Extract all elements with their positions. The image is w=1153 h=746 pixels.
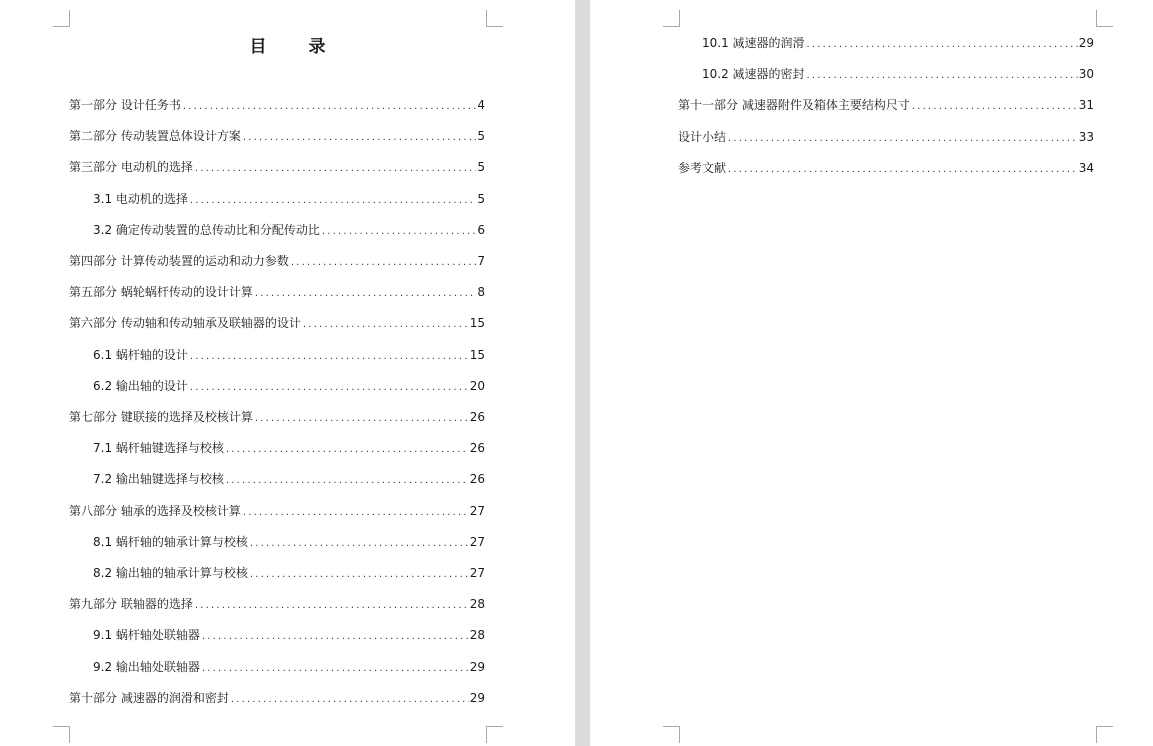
toc-dot-leader — [728, 162, 1078, 178]
toc-entry-title: 6.1 蜗杆轴的设计 — [93, 347, 188, 362]
toc-page-number: 5 — [477, 129, 485, 144]
toc-entry-title: 8.2 输出轴的轴承计算与校核 — [93, 566, 248, 580]
crop-mark — [53, 10, 70, 27]
toc-dot-leader — [190, 193, 476, 209]
toc-dot-leader — [195, 598, 469, 614]
document-page-left — [0, 0, 575, 746]
toc-entry[interactable] — [702, 35, 1094, 53]
document-page-right — [590, 0, 1153, 746]
toc-entry-title: 10.1 减速器的润滑 — [702, 36, 805, 50]
crop-mark — [1096, 10, 1113, 27]
toc-dot-leader — [226, 473, 469, 489]
toc-entry[interactable] — [678, 129, 1094, 147]
crop-mark — [663, 10, 680, 27]
toc-dot-leader — [190, 349, 469, 365]
toc-dot-leader — [255, 286, 477, 302]
crop-mark — [1096, 726, 1113, 743]
toc-dot-leader — [303, 317, 469, 333]
toc-entry[interactable] — [93, 534, 485, 552]
toc-entry-title: 10.2 减速器的密封 — [702, 67, 805, 82]
toc-page-number: 28 — [469, 597, 485, 612]
toc-page-number: 20 — [469, 378, 485, 393]
toc-entry[interactable] — [93, 565, 485, 583]
toc-page-number: 29 — [469, 690, 485, 705]
toc-dot-leader — [291, 255, 477, 271]
toc-entry-title: 参考文献 — [678, 160, 727, 175]
toc-page-number: 26 — [469, 410, 485, 424]
toc-dot-leader — [243, 130, 477, 146]
toc-entry-title: 第十部分 减速器的润滑和密封 — [69, 690, 229, 705]
toc-page-number: 4 — [477, 98, 485, 112]
toc-entry[interactable] — [69, 128, 485, 146]
toc-dot-leader — [226, 442, 469, 458]
toc-page-number: 26 — [469, 472, 485, 487]
toc-entry-title: 第三部分 电动机的选择 — [69, 160, 193, 175]
toc-page-number: 26 — [469, 441, 485, 456]
toc-dot-leader — [243, 505, 469, 521]
toc-entry-title: 第八部分 轴承的选择及校核计算 — [69, 503, 241, 518]
toc-entry-title: 第一部分 设计任务书 — [69, 98, 181, 112]
toc-entry[interactable] — [69, 159, 485, 177]
toc-page-number: 5 — [477, 191, 485, 206]
toc-page-number: 6 — [477, 222, 485, 237]
toc-entry[interactable] — [93, 471, 485, 489]
toc-entry-title: 6.2 输出轴的设计 — [93, 378, 188, 393]
toc-title: 目 录 — [249, 37, 344, 57]
toc-page-number: 5 — [477, 160, 485, 175]
toc-entry[interactable] — [69, 690, 485, 708]
toc-dot-leader — [912, 99, 1078, 115]
toc-page-number: 31 — [1078, 98, 1094, 113]
toc-page-number: 29 — [1078, 36, 1094, 50]
toc-entry[interactable] — [702, 66, 1094, 84]
toc-entry[interactable] — [93, 659, 485, 677]
toc-page-number: 28 — [469, 628, 485, 643]
toc-entry-title: 设计小结 — [678, 129, 727, 144]
toc-page-number: 27 — [469, 503, 485, 518]
toc-page-number: 27 — [469, 534, 485, 549]
toc-page-number: 30 — [1078, 67, 1094, 82]
toc-dot-leader — [183, 99, 477, 115]
toc-dot-leader — [250, 536, 469, 552]
toc-entry-title: 第六部分 传动轴和传动轴承及联轴器的设计 — [69, 316, 301, 331]
toc-entry-title: 第四部分 计算传动装置的运动和动力参数 — [69, 254, 289, 268]
toc-dot-leader — [202, 629, 469, 645]
toc-dot-leader — [250, 567, 469, 583]
toc-dot-leader — [807, 37, 1078, 53]
toc-entry[interactable] — [69, 409, 485, 427]
toc-page-number: 15 — [469, 347, 485, 362]
toc-dot-leader — [728, 131, 1078, 147]
toc-entry[interactable] — [69, 97, 485, 115]
toc-entry[interactable] — [69, 253, 485, 271]
toc-dot-leader — [195, 161, 477, 177]
crop-mark — [486, 10, 503, 27]
toc-entry-title: 7.1 蜗杆轴键选择与校核 — [93, 441, 224, 456]
toc-page-number: 34 — [1078, 160, 1094, 175]
toc-entry[interactable] — [69, 596, 485, 614]
toc-entry-title: 7.2 输出轴键选择与校核 — [93, 472, 224, 487]
toc-dot-leader — [202, 661, 469, 677]
toc-entry[interactable] — [93, 627, 485, 645]
toc-entry[interactable] — [93, 440, 485, 458]
toc-entry[interactable] — [69, 503, 485, 521]
toc-entry-title: 第十一部分 减速器附件及箱体主要结构尺寸 — [678, 98, 910, 113]
toc-entry[interactable] — [678, 97, 1094, 115]
toc-page-number: 15 — [469, 316, 485, 331]
toc-page-number: 8 — [477, 285, 485, 300]
toc-entry-title: 第二部分 传动装置总体设计方案 — [69, 129, 241, 144]
toc-entry[interactable] — [678, 160, 1094, 178]
toc-entry[interactable] — [69, 284, 485, 302]
toc-entry-title: 8.1 蜗杆轴的轴承计算与校核 — [93, 534, 248, 549]
toc-dot-leader — [807, 68, 1078, 84]
toc-entry[interactable] — [69, 315, 485, 333]
toc-entry-title: 第七部分 键联接的选择及校核计算 — [69, 410, 253, 424]
toc-page-number: 29 — [469, 659, 485, 674]
toc-dot-leader — [322, 224, 476, 240]
toc-entry[interactable] — [93, 378, 485, 396]
toc-entry-title: 3.1 电动机的选择 — [93, 191, 188, 206]
toc-entry[interactable] — [93, 191, 485, 209]
crop-mark — [53, 726, 70, 743]
toc-entry-title: 第五部分 蜗轮蜗杆传动的设计计算 — [69, 285, 253, 300]
toc-entry-title: 9.1 蜗杆轴处联轴器 — [93, 628, 200, 643]
page-gutter — [575, 0, 590, 746]
toc-entry[interactable] — [93, 347, 485, 365]
toc-page-number: 33 — [1078, 129, 1094, 144]
toc-dot-leader — [190, 380, 469, 396]
toc-dot-leader — [231, 692, 469, 708]
toc-entry-title: 3.2 确定传动装置的总传动比和分配传动比 — [93, 222, 320, 237]
crop-mark — [486, 726, 503, 743]
toc-dot-leader — [255, 411, 469, 427]
crop-mark — [663, 726, 680, 743]
toc-entry-title: 9.2 输出轴处联轴器 — [93, 659, 200, 674]
toc-page-number: 27 — [469, 566, 485, 580]
toc-entry-title: 第九部分 联轴器的选择 — [69, 597, 193, 612]
toc-page-number: 7 — [477, 254, 485, 268]
toc-entry[interactable] — [93, 222, 485, 240]
